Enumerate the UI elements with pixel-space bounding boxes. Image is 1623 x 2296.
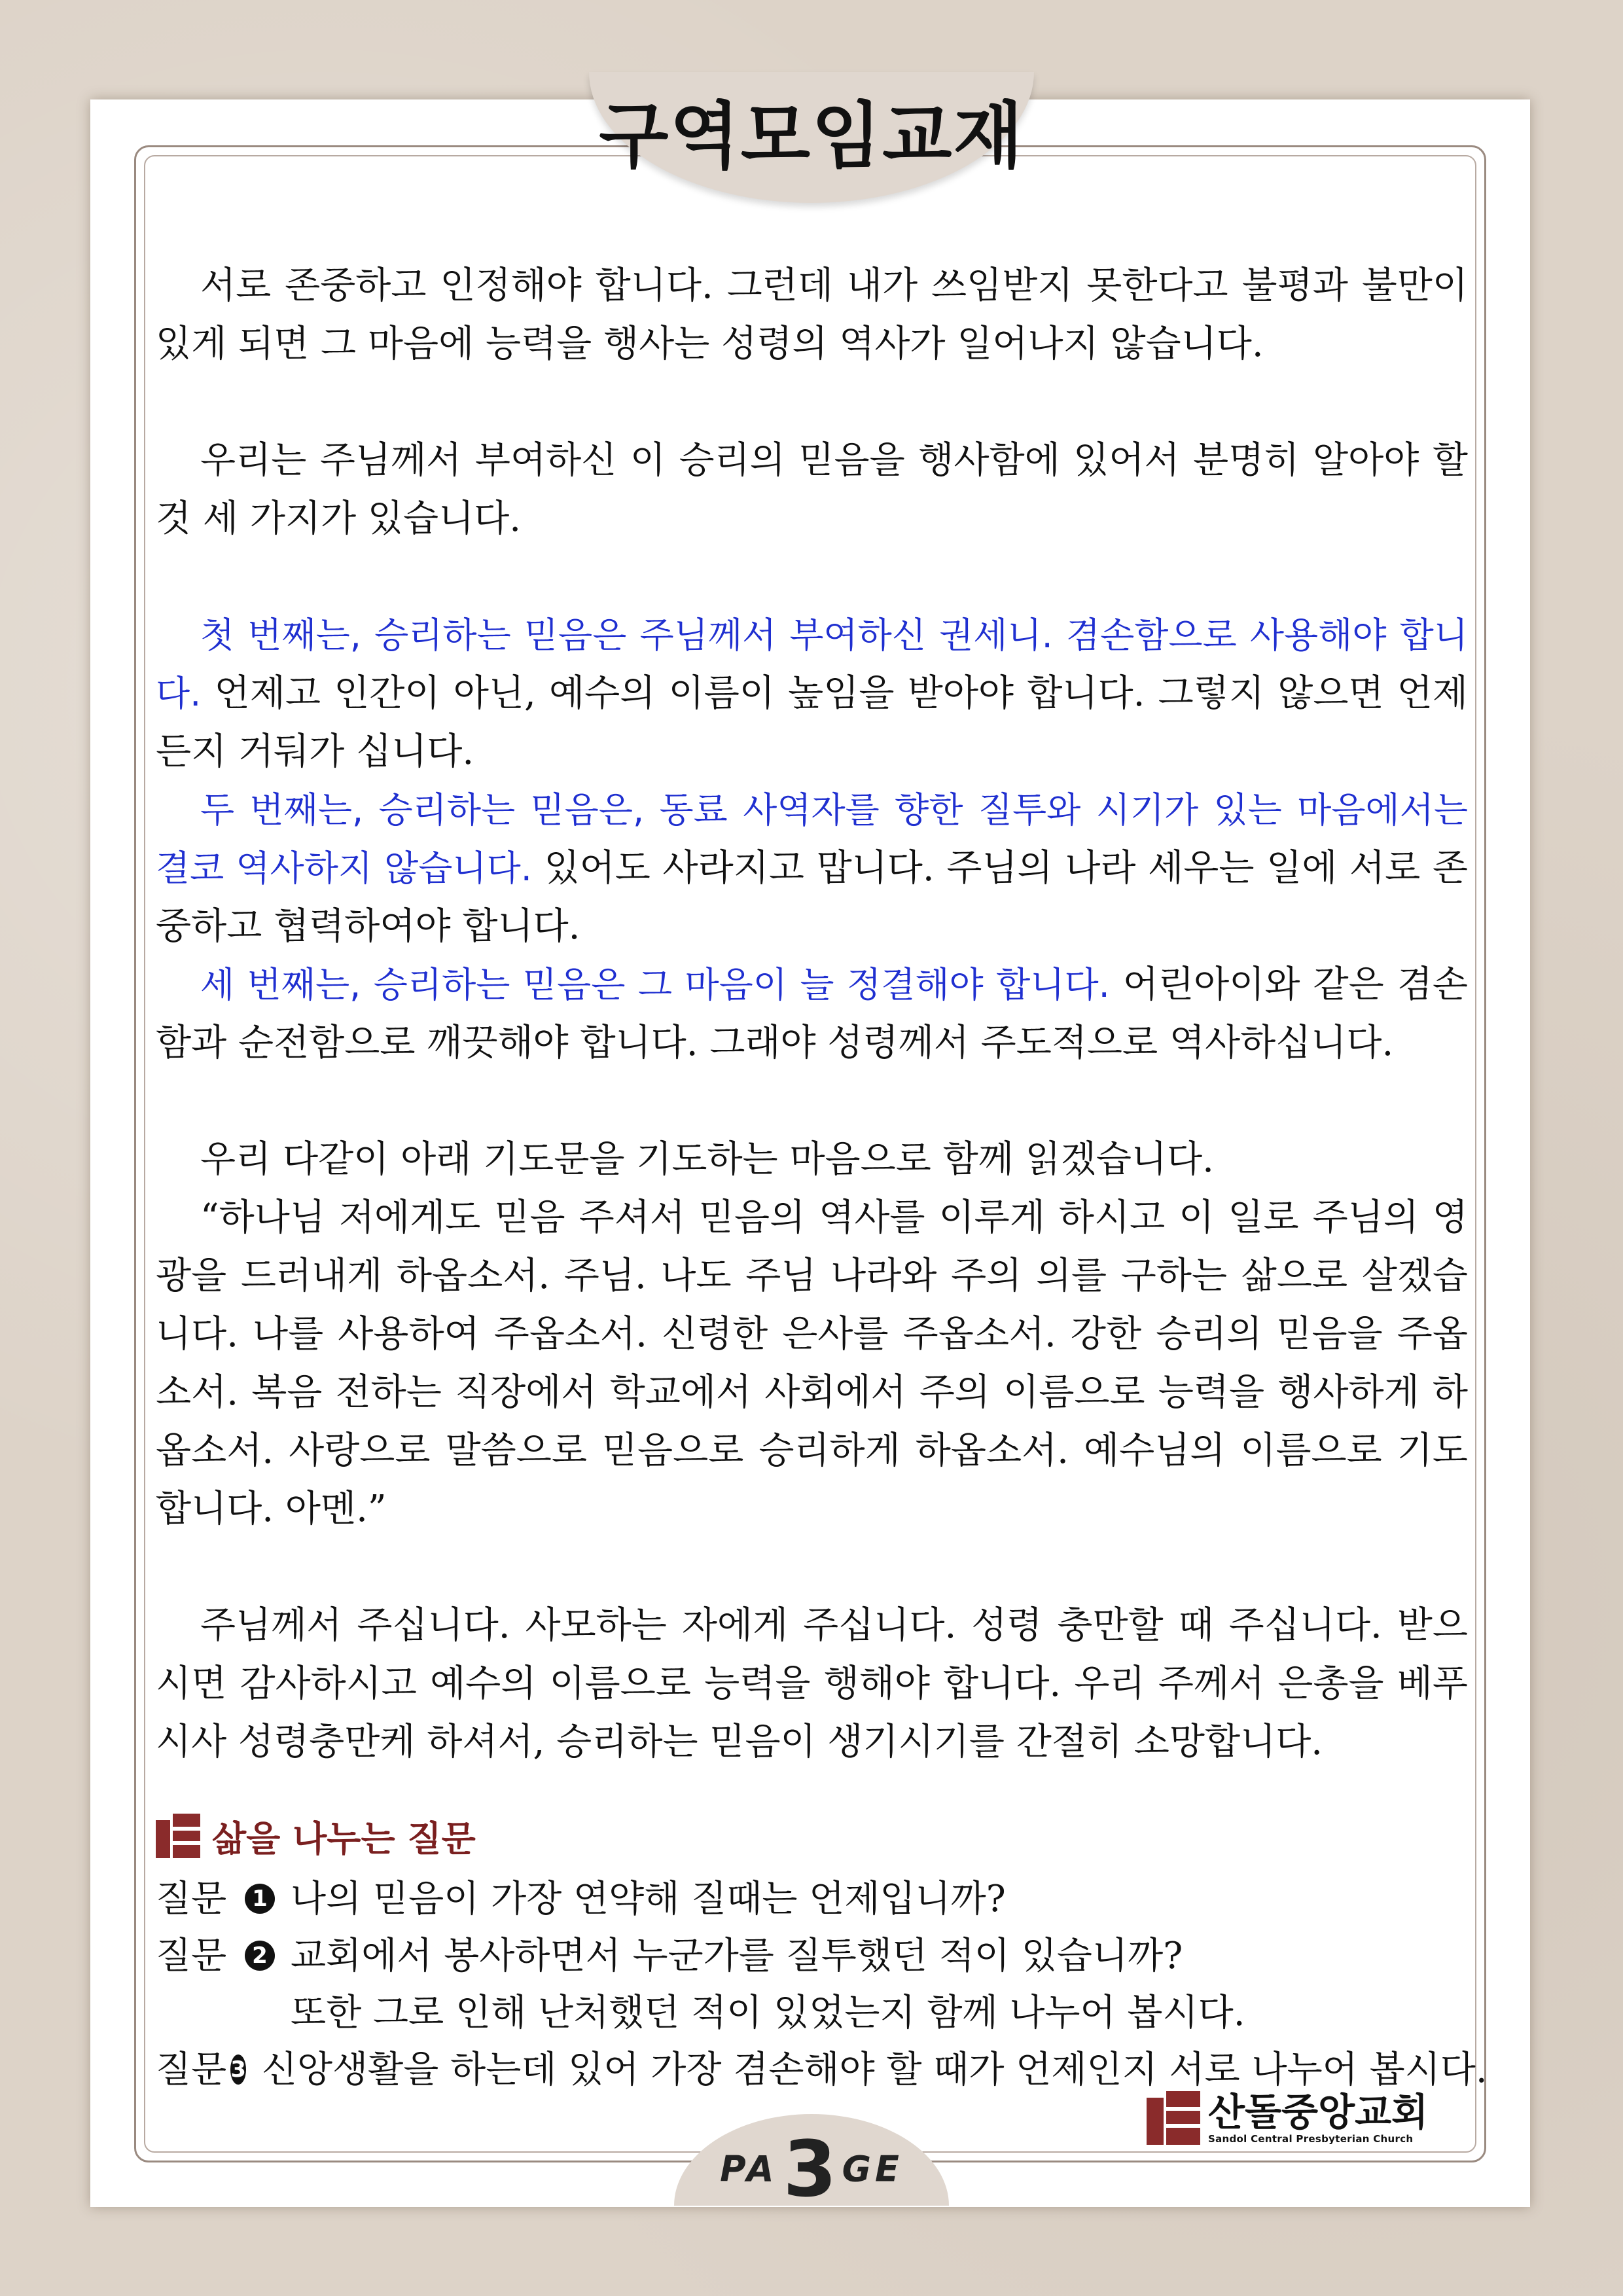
paragraph: 주님께서 주십니다. 사모하는 자에게 주십니다. 성령 충만할 때 주십니다. 받으시면 감사하시고 예수의 이름으로 능력을 행해야 합니다. 우리 주께서 은총을 베푸시사 성령충만케 하셔서, 승리하는 믿음이 생기시기를 간절히 소망합니다. (156, 1604, 1468, 1763)
church-logo-icon (156, 1814, 200, 1858)
page-number (674, 2124, 949, 2214)
paragraph-point-1 (156, 606, 1468, 781)
prayer-paragraph: “하나님 저에게도 믿음 주셔서 믿음의 역사를 이루게 하시고 이 일로 주님의 영광을 드러내게 하옵소서. 주님. 나도 주님 나라와 주의 의를 구하는 삶으로 살겠습니다. 나를 사용하여 주옵소서. 신령한 은사를 주옵소서. 강한 승리의 믿음을 주옵소서. 복음 전하는 직장에서 학교에서 사회에서 주의 이름으로 능력을 행사하게 하옵소서. 사랑으로 말씀으로 믿음으로 승리하게 하옵소서. 예수님의 이름으로 기도합니다. 아멘.” (156, 1196, 1468, 1530)
question-text: 나의 믿음이 가장 연약해 질때는 언제입니까? (291, 1878, 1006, 1920)
number-badge-icon: 1 (245, 1884, 275, 1914)
number-badge-icon: 2 (245, 1941, 275, 1971)
church-name: 산돌중앙교회 (1208, 2090, 1429, 2134)
questions-header (156, 1813, 476, 1859)
paragraph-text: 있어도 사라지고 맙니다. 주님의 나라 세우는 일에 서로 존중하고 협력하여야 합니다. (156, 847, 1468, 948)
question-text: 또한 그로 인해 난처했던 적이 있었는지 함께 나누어 봅시다. (291, 1992, 1245, 2034)
church-logo (1147, 2091, 1428, 2145)
question-item (156, 1928, 1468, 1984)
page-title: 구역모임교재 (599, 94, 1024, 178)
paragraph: 우리는 주님께서 부여하신 이 승리의 믿음을 행사함에 있어서 분명히 알아야 할 것 세 가지가 있습니다. (156, 439, 1468, 540)
question-continuation (156, 1984, 1468, 2041)
paragraph: 우리 다같이 아래 기도문을 기도하는 마음으로 함께 읽겠습니다. (200, 1138, 1214, 1181)
paragraph-point-2 (156, 781, 1468, 956)
paragraph-text: 어린아이와 같은 겸손함과 순전함으로 깨끗해야 합니다. 그래야 성령께서 주도적으로 역사하십니다. (156, 963, 1468, 1064)
paragraph-text: 언제고 인간이 아닌, 예수의 이름이 높임을 받아야 합니다. 그렇지 않으면 언제든지 거둬가 십니다. (156, 672, 1468, 773)
questions-title: 삶을 나누는 질문 (212, 1818, 476, 1859)
body-text (156, 257, 1468, 1771)
highlight-text: 첫 번째는, 승리하는 믿음은 주님께서 부여하신 권세니. 겸손함으로 사용해야 합니다. (156, 615, 1468, 714)
question-label: 질문 (156, 1878, 227, 1920)
highlight-text: 세 번째는, 승리하는 믿음은 그 마음이 늘 정결해야 합니다. (200, 964, 1110, 1005)
page-suffix: GE (842, 2148, 903, 2190)
question-label: 질문 (156, 2049, 227, 2091)
question-list (156, 1871, 1488, 2098)
number-badge-icon: 3 (230, 2054, 246, 2085)
highlight-text: 두 번째는, 승리하는 믿음은, 동료 사역자를 향한 질투와 시기가 있는 마음에서는 결코 역사하지 않습니다. (156, 789, 1468, 889)
church-english-name: Sandol Central Presbyterian Church (1208, 2133, 1414, 2145)
question-label: 질문 (156, 1935, 227, 1977)
paragraph: 서로 존중하고 인정해야 합니다. 그런데 내가 쓰임받지 못한다고 불평과 불만이 있게 되면 그 마음에 능력을 행사는 성령의 역사가 일어나지 않습니다. (156, 264, 1468, 365)
page-prefix: PA (720, 2148, 778, 2190)
paragraph-point-3 (156, 956, 1468, 1072)
church-logo-icon (1147, 2091, 1200, 2145)
question-item (156, 1871, 1468, 1928)
page-number-value: 3 (783, 2124, 837, 2214)
church-name-block (1208, 2091, 1428, 2145)
question-text: 교회에서 봉사하면서 누군가를 질투했던 적이 있습니까? (291, 1935, 1183, 1977)
question-text: 신앙생활을 하는데 있어 가장 겸손해야 할 때가 언제인지 서로 나누어 봅시다. (261, 2049, 1488, 2091)
